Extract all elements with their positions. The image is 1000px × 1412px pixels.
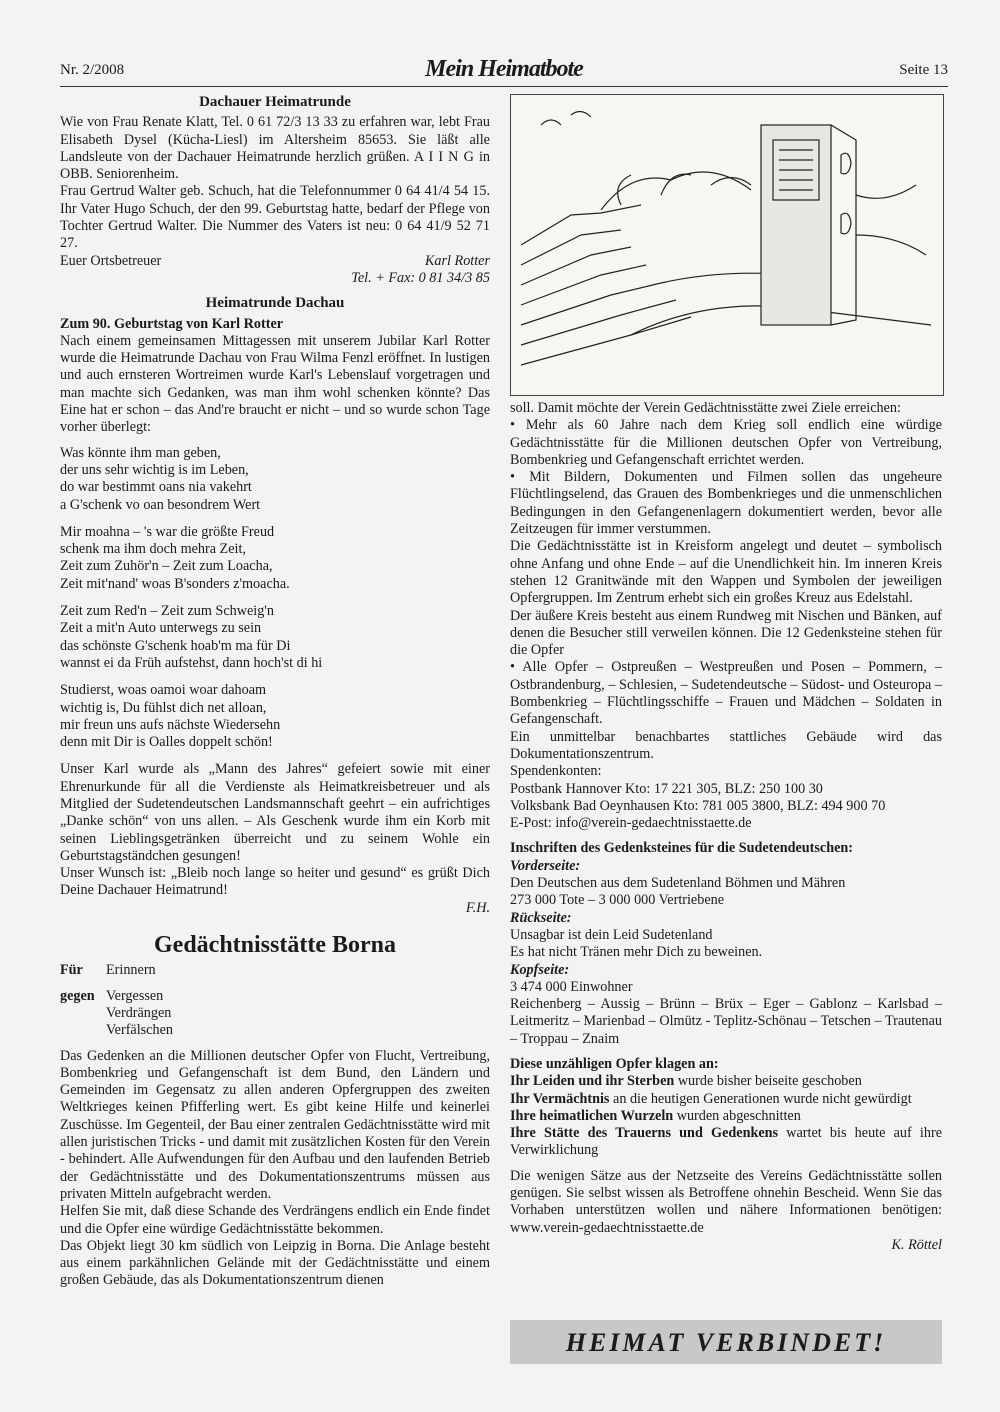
memorial-illustration bbox=[510, 94, 944, 396]
poem-line: a G'schenk vo oan besondrem Wert bbox=[60, 496, 261, 513]
gegen-item: Vergessen bbox=[106, 987, 164, 1004]
paragraph: Frau Gertrud Walter geb. Schuch, hat die Telefonnummer 0 64 41/4 54 15. Ihr Vater Hugo Schuch, der den 99. Geburtstag hatte, bedarf der Pflege von Tochter Gertrud Walter. Die Nummer des Vaters ist neu: 0 64 41/9 52 71 27. bbox=[60, 183, 490, 252]
section-title: Dachauer Heimatrunde bbox=[199, 94, 351, 110]
paragraph: soll. Damit möchte der Verein Gedächtnisstätte zwei Ziele erreichen: bbox=[510, 400, 901, 416]
gegen-block bbox=[60, 988, 490, 1040]
paragraph: Wie von Frau Renate Klatt, Tel. 0 61 72/3 13 33 zu erfahren war, lebt Frau Elisabeth Dysel (Kücha-Liesl) im Altersheim 85653. Sie läßt alle Landsleute von der Dachauer Heimatrunde herzlich grüßen. A I I N G in OBB. Seniorenheim. bbox=[60, 114, 490, 183]
inscription-title: Inschriften des Gedenksteines für die Sudetendeutschen: bbox=[510, 840, 854, 857]
accusation-line: Ihre Stätte des Trauerns und Gedenkens wartet bis heute auf ihre Verwirklichung bbox=[510, 1125, 942, 1159]
fuer-block bbox=[60, 962, 490, 979]
poem-line: Zeit zum Red'n – Zeit zum Schweig'n bbox=[60, 603, 274, 620]
signature-initials: F.H. bbox=[465, 899, 490, 916]
paragraph: Unser Karl wurde als „Mann des Jahres“ gefeiert sowie mit einer Ehrenurkunde für all die Verdienste als Heimatkreisbetreuer und als Mitglied der Sudetendeutschen Landsmannschaft geehrt – ein aufrichtiges „Danke schön“ von uns allen. – Als Geschenk wurde ihm ein Korb mit seinen Lieblingsgetränken überreicht und zu seinem Wohle ein Geburtstagständchen gesungen! bbox=[60, 761, 490, 864]
fuer-label: Für bbox=[60, 962, 83, 979]
gegen-item: Verfälschen bbox=[106, 1022, 173, 1039]
banner-heimat-verbindet: HEIMAT VERBINDET! bbox=[510, 1320, 942, 1364]
poem-line: schenk ma ihm doch mehra Zeit, bbox=[60, 541, 246, 558]
signature-phone: Tel. + Fax: 0 81 34/3 85 bbox=[351, 269, 490, 286]
poem-line: mir freun uns aufs nächste Wiedersehn bbox=[60, 716, 281, 733]
inscription-line: 273 000 Tote – 3 000 000 Vertriebene bbox=[510, 892, 725, 909]
masthead: Mein Heimatbote bbox=[425, 56, 583, 82]
page-number: Seite 13 bbox=[899, 62, 948, 78]
bank-title: Spendenkonten: bbox=[510, 763, 602, 780]
paragraph: Das Gedenken an die Millionen deutscher Opfer von Flucht, Vertreibung, Bombenkrieg und Gefangenschaft ist dem Bund, den Ländern und Gemeinden im Gegensatz zu allen anderen Opfergruppen des zweiten Weltkrieges keinen Pfifferling wert. Es gibt keine Hilfe und keinerlei Zuschüsse. Im Gegenteil, der Bau einer zentralen Gedächtnisstätte wird mit allen juristischen Tricks - und damit mit zusätzlichen Kosten für den Verein - behindert. Alle Aufwendungen für den Aufbau und den laufenden Betrieb der Gedächtnisstätte und des Dokumentationszentrums müssen aus privaten Mitteln aufgebracht werden. bbox=[60, 1047, 490, 1202]
accusation-line: Ihre heimatlichen Wurzeln wurden abgeschnitten bbox=[510, 1107, 801, 1124]
paragraph: • Alle Opfer – Ostpreußen – Westpreußen und Posen – Pommern, – Ostbrandenburg, – Schlesien, – Sudetendeutsche – Südost- und Osteuropa – Bombenkrieg – Flüchtlingsschiffe – Frauen und Mädchen – Soldaten in Gefangenschaft. bbox=[510, 659, 942, 728]
right-column bbox=[510, 400, 942, 1254]
poem-line: Zeit mit'nand' woas B'sonders z'moacha. bbox=[60, 575, 290, 592]
issue-number: Nr. 2/2008 bbox=[60, 62, 125, 78]
poem-line: wichtig is, Du fühlst dich net alloan, bbox=[60, 699, 267, 716]
inscription-line: Unsagbar ist dein Leid Sudetenland bbox=[510, 926, 713, 943]
section-title: Heimatrunde Dachau bbox=[205, 295, 345, 312]
gegen-label: gegen bbox=[60, 987, 95, 1004]
header-rule bbox=[60, 86, 948, 87]
poem-stanza bbox=[60, 445, 490, 514]
poem-line: wannst ei da Früh aufstehst, dann hoch'st di hi bbox=[60, 654, 323, 671]
signature-label: Euer Ortsbetreuer bbox=[60, 252, 162, 269]
poem-line: Was könnte ihm man geben, bbox=[60, 444, 221, 461]
paragraph: Helfen Sie mit, daß diese Schande des Verdrängens endlich ein Ende findet und die Opfer eine würdige Gedächtnisstätte bekommen. bbox=[60, 1203, 490, 1237]
poem-line: Studierst, woas oamoi woar dahoam bbox=[60, 682, 267, 699]
inscription-line: Reichenberg – Aussig – Brünn – Brüx – Eger – Gablonz – Karlsbad – Leitmeritz – Marienbad – Olmütz - Teplitz-Schönau – Tetschen – Trautenau – Troppau – Znaim bbox=[510, 996, 942, 1047]
accusation-line: Ihr Vermächtnis an die heutigen Generationen wurde nicht gewürdigt bbox=[510, 1090, 912, 1107]
bank-account: Postbank Hannover Kto: 17 221 305, BLZ: 250 100 30 bbox=[510, 780, 823, 797]
memorial-drawing-icon bbox=[511, 95, 943, 395]
fuer-item: Erinnern bbox=[106, 962, 156, 979]
paragraph: Nach einem gemeinsamen Mittagessen mit unserem Jubilar Karl Rotter wurde die Heimatrunde Dachau von Frau Wilma Fenzl eröffnet. In lustigen und auch ernsteren Wortreimen wurde Karl's Lebenslauf vorgetragen und man machte sich Gedanken, was man ihm wohl schenken könnte? Das Eine hat er schon – das And're braucht er nicht – und so wurde schon Tage vorher überlegt: bbox=[60, 332, 490, 436]
paragraph: Die wenigen Sätze aus der Netzseite des Vereins Gedächtnisstätte sollen genügen. Sie selbst wissen als Betroffene ohnehin Bescheid. Wenn Sie das Vorhaben unterstützen wollen und nähere Informationen benötigen: www.verein-gedaechtnisstaette.de bbox=[510, 1167, 942, 1236]
article-title: Gedächtnisstätte Borna bbox=[154, 932, 396, 959]
accusation-line: Ihr Leiden und ihr Sterben wurde bisher beiseite geschoben bbox=[510, 1073, 862, 1090]
poem-line: der uns sehr wichtig is im Leben, bbox=[60, 461, 249, 478]
paragraph: • Mit Bildern, Dokumenten und Filmen sollen das ungeheure Flüchtlingselend, das Grauen des Bombenkrieges und die unmenschlichen Bedingungen in den Gefangenenlagern dokumentiert werden, bevor alle Zeitzeugen für immer verstummen. bbox=[510, 469, 942, 538]
paragraph: Ein unmittelbar benachbartes stattliches Gebäude wird das Dokumentationszentrum. bbox=[510, 728, 942, 762]
poem-line: Zeit zum Zuhör'n – Zeit zum Loacha, bbox=[60, 558, 273, 575]
poem-stanza bbox=[60, 603, 490, 672]
email-link[interactable]: E-Post: info@verein-gedaechtnisstaette.de bbox=[510, 815, 752, 832]
poem-line: do war bestimmt oans nia vakehrt bbox=[60, 479, 252, 496]
inscription-label: Vorderseite: bbox=[510, 857, 581, 874]
subheading: Zum 90. Geburtstag von Karl Rotter bbox=[60, 315, 284, 332]
poem-stanza bbox=[60, 682, 490, 751]
paragraph: Die Gedächtnisstätte ist in Kreisform angelegt und deutet – symbolisch ohne Anfang und ohne Ende – auf die Unendlichkeit hin. Im inneren Kreis stehen 12 Granitwände mit den Wappen und Symbolen der jeweiligen Opfergruppen. Im Zentrum erhebt sich ein großes Kreuz aus Edelstahl. bbox=[510, 538, 942, 607]
poem-line: denn mit Dir is Oalles doppelt schön! bbox=[60, 734, 273, 751]
bank-account: Volksbank Bad Oeynhausen Kto: 781 005 3800, BLZ: 494 900 70 bbox=[510, 797, 886, 814]
inscription-label: Rückseite: bbox=[510, 909, 572, 926]
inscription-label: Kopfseite: bbox=[510, 961, 570, 978]
paragraph: Der äußere Kreis besteht aus einem Rundweg mit Nischen und Bänken, auf denen die Besucher still verweilen können. Die 12 Gedenksteine stehen für die Opfer bbox=[510, 607, 942, 659]
left-column bbox=[60, 94, 490, 1290]
poem-stanza bbox=[60, 524, 490, 593]
poem-line: das schönste G'schenk hoab'm ma für Di bbox=[60, 637, 291, 654]
poem-line: Mir moahna – 's war die größte Freud bbox=[60, 523, 275, 540]
poem-line: Zeit a mit'n Auto unterwegs zu sein bbox=[60, 620, 262, 637]
accusation-title: Diese unzähligen Opfer klagen an: bbox=[510, 1055, 719, 1072]
paragraph: • Mehr als 60 Jahre nach dem Krieg soll endlich eine würdige Gedächtnisstätte für die Millionen deutschen Opfer von Vertreibung, Bombenkrieg und Gefangenschaft errichtet werden. bbox=[510, 417, 942, 468]
gegen-item: Verdrängen bbox=[106, 1004, 172, 1021]
signature-name: Karl Rotter bbox=[424, 252, 490, 269]
page-header bbox=[60, 56, 948, 86]
poem bbox=[60, 445, 490, 752]
signature-line bbox=[60, 253, 490, 270]
paragraph: Unser Wunsch ist: „Bleib noch lange so heiter und gesund“ es grüßt Dich Deine Dachauer Heimatrund! bbox=[60, 865, 490, 899]
inscription-line: 3 474 000 Einwohner bbox=[510, 978, 633, 995]
closing-signature: K. Röttel bbox=[891, 1236, 942, 1253]
inscription-line: Den Deutschen aus dem Sudetenland Böhmen und Mähren bbox=[510, 875, 846, 892]
inscription-line: Es hat nicht Tränen mehr Dich zu beweinen. bbox=[510, 944, 763, 961]
paragraph: Das Objekt liegt 30 km südlich von Leipzig in Borna. Die Anlage besteht aus einem parkähnlichen Gelände mit der Gedächtnisstätte und einem großen Gebäude, das als Dokumentationszentrum dienen bbox=[60, 1237, 490, 1289]
